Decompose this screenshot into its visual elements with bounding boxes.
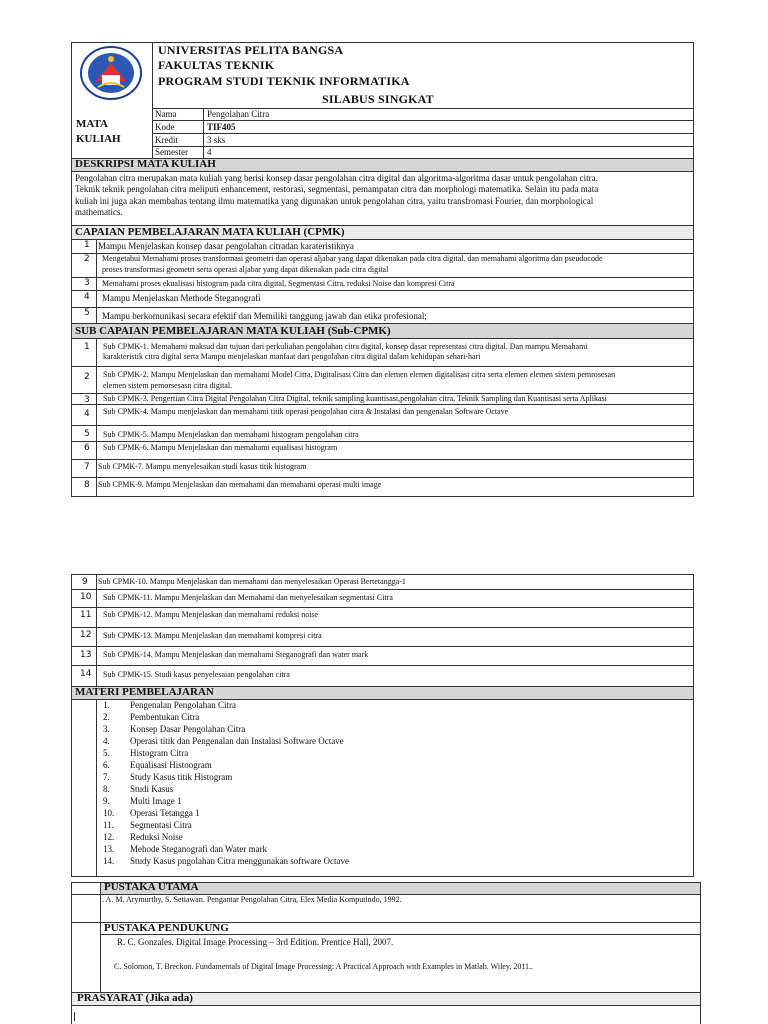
course-key: Kode [155, 122, 175, 132]
materi-number: 12. [103, 832, 115, 842]
materi-text: Segmentasi Citra [130, 820, 192, 830]
sub-cpmk-text: Sub CPMK-11. Mampu Menjelaskan dan Memahami dan menyelesaikan segmentasi Citra [103, 593, 393, 602]
document-title: SILABUS SINGKAT [322, 92, 434, 106]
materi-number: 13. [103, 844, 115, 854]
sub-cpmk-text: Sub CPMK-6. Mampu Menjelaskan dan memahami equalisasi histogram [103, 443, 338, 452]
cpmk-text: Mampu berkomunikasi secara efektif dan Memiliki tanggung jawab dan etika profesional; [102, 311, 427, 321]
course-key: Nama [155, 109, 177, 119]
cpmk-text: Mampu Menjelaskan konsep dasar pengolahan citradan karateristiknya [98, 241, 354, 251]
materi-text: Mehode Steganografi dan Water mark [130, 844, 268, 854]
program-name: PROGRAM STUDI TEKNIK INFORMATIKA [158, 74, 410, 88]
course-value: 3 sks [207, 135, 226, 145]
materi-text: Equalisasi Histoogram [130, 760, 212, 770]
section-heading-description: DESKRIPSI MATA KULIAH [75, 158, 216, 170]
sub-cpmk-text: Sub CPMK-10. Mampu Menjelaskan dan memahami dan menyelesaikan Operasi Bertetangga-1 [98, 577, 406, 586]
sub-cpmk-number: 4 [84, 409, 90, 419]
course-value: TIF405 [207, 122, 236, 132]
sub-cpmk-number: 12 [80, 630, 92, 640]
faculty-name: FAKULTAS TEKNIK [158, 58, 275, 72]
materi-text: Operasi Tetangga 1 [130, 808, 200, 818]
sub-cpmk-number: 5 [84, 429, 90, 439]
university-seal-icon [76, 45, 146, 101]
materi-number: 7. [103, 772, 110, 782]
cpmk-text: proses transformasi geometri serta operasi aljabar yang dapat dikenakan pada citra digital [102, 265, 389, 274]
materi-number: 4. [103, 736, 110, 746]
section-heading-materi: MATERI PEMBELAJARAN [75, 686, 214, 698]
materi-text: Reduksi Noise [130, 832, 183, 842]
text-cursor-mark [74, 1012, 75, 1021]
cpmk-number: 4 [84, 292, 90, 302]
materi-number: 6. [103, 760, 110, 770]
course-label: KULIAH [76, 133, 121, 145]
materi-number: 14. [103, 856, 115, 866]
materi-number: 8. [103, 784, 110, 794]
section-heading-pustaka-pendukung: PUSTAKA PENDUKUNG [104, 922, 229, 934]
cpmk-number: 2 [84, 254, 90, 264]
reference-item: R. C. Gonzales. Digital Image Processing – 3rd Edition. Prentice Hall, 2007. [117, 937, 394, 947]
materi-text: Konsep Dasar Pengolahan Citra [130, 724, 246, 734]
materi-number: 2. [103, 712, 110, 722]
cpmk-text: Mampu Menjelaskan Methode Steganografi [102, 293, 261, 303]
sub-cpmk-text: karakteristik citra digital serta Mampu menjelaskan manfaat dari pengolahan citra digital dalam kehidupan sehari-hari [103, 352, 481, 361]
sub-cpmk-text: Sub CPMK-5. Mampu Menjelaskan dan memahami histogram pengolahan citra [103, 430, 359, 439]
course-key: Kredit [155, 135, 178, 145]
sub-cpmk-number: 13 [80, 650, 92, 660]
section-heading-prasyarat: PRASYARAT (Jika ada) [77, 992, 193, 1004]
sub-cpmk-text: Sub CPMK-3. Pengertian Citra Digital Pengolahan Citra Digital, teknik sampling kuantisasi,pengolahan citra, Teknik Sampling dan Kuantisasi serta Aplikasi [103, 394, 607, 403]
materi-text: Operasi titik dan Pengenalan dan Instalasi Software Octave [130, 736, 344, 746]
materi-text: Study Kasus titik Histogram [130, 772, 233, 782]
sub-cpmk-number: 7 [84, 462, 90, 472]
sub-cpmk-number: 8 [84, 480, 90, 490]
description-line: mathematics. [75, 207, 123, 217]
reference-item: C. Solomon, T. Breckon. Fundamentals of Digital Image Processing: A Practical Approach with Examples in Matlab. Wiley, 2011.. [114, 962, 534, 971]
materi-number: 9. [103, 796, 110, 806]
university-name: UNIVERSITAS PELITA BANGSA [158, 43, 344, 57]
cpmk-text: Mengetahui Memahami proses transformasi geometri dan operasi aljabar yang dapat dikenakan pada citra digital. dan memahami algoritma dan pseudocode [102, 254, 603, 263]
course-value: Pengolahan Citra [207, 109, 270, 119]
sub-cpmk-number: 6 [84, 443, 90, 453]
sub-cpmk-text: Sub CPMK-1. Memahami maksud dan tujuan dari perkuliahan pengolahan citra digital, konsep dasar representasi citra digital. Dan mampu Memahami [103, 342, 588, 351]
sub-cpmk-text: Sub CPMK-9. Mampu Menjelaskan dan memahami dan memahami operasi multi image [98, 480, 382, 489]
description-line: Teknik teknik pengolahan citra meliputi enhancement, restorasi, segmentasi, pemampatan citra dan morphologi matematika. Selain itu pada mata [75, 184, 599, 194]
section-heading-pustaka-utama: PUSTAKA UTAMA [104, 881, 199, 893]
materi-number: 5. [103, 748, 110, 758]
materi-number: 1. [103, 700, 110, 710]
cpmk-number: 1 [84, 240, 90, 250]
sub-cpmk-text: Sub CPMK-13. Mampu Menjelaskan dan memahami kompresi citra [103, 631, 322, 640]
materi-number: 10. [103, 808, 115, 818]
materi-number: 11. [103, 820, 114, 830]
materi-text: Pengenalan Pengolahan Citra [130, 700, 236, 710]
sub-cpmk-text: Sub CPMK-2. Mampu Menjelaskan dan memahami Model Citra, Digitalisasi Citra dan elemen elemen digitalisasi citra serta elemen elemen sistem pemrosesan [103, 370, 616, 379]
course-value: 4 [207, 147, 212, 157]
sub-cpmk-text: Sub CPMK-14. Mampu Menjelaskan dan memahami Steganografi dan water mark [103, 650, 369, 659]
sub-cpmk-text: Sub CPMK-4. Mampu menjelaskan dan memahami titik operasi pengolahan citra & Instalasi dan pengenalan Software Octave [103, 407, 509, 416]
cpmk-number: 3 [84, 278, 90, 288]
section-heading-cpmk: CAPAIAN PEMBELAJARAN MATA KULIAH (CPMK) [75, 226, 345, 238]
sub-cpmk-text: Sub CPMK-12. Mampu Menjelaskan dan memahami reduksi noise [103, 610, 319, 619]
materi-text: Multi Image 1 [130, 796, 182, 806]
materi-text: Studi Kasus [130, 784, 174, 794]
sub-cpmk-number: 1 [84, 342, 90, 352]
materi-text: Pembentukan Citra [130, 712, 200, 722]
materi-number: 3. [103, 724, 110, 734]
course-label: MATA [76, 118, 108, 130]
reference-item: . A. M. Arymurthy, S. Setiawan. Pengantar Pengolahan Citra, Elex Media Komputindo, 1992. [102, 895, 402, 904]
sub-cpmk-number: 3 [84, 395, 90, 405]
sub-cpmk-number: 9 [82, 577, 88, 587]
course-key: Semester [155, 147, 188, 157]
sub-cpmk-text: elemen sistem pemorsesasn citra digital. [103, 381, 233, 390]
materi-text: Histogram Citra [130, 748, 189, 758]
cpmk-text: Memahami proses ekualisasi histogram pada citra digital, Segmentasi Citra, reduksi Noise dan kompresi Citra [102, 279, 455, 288]
sub-cpmk-number: 2 [84, 372, 90, 382]
cpmk-number: 5 [84, 308, 90, 318]
sub-cpmk-number: 11 [80, 610, 92, 620]
sub-cpmk-text: Sub CPMK-15. Studi kasus penyelesaian pengolahan citra [103, 670, 290, 679]
sub-cpmk-text: Sub CPMK-7. Mampu menyelesaikan studi kasus titik histogram [98, 462, 307, 471]
sub-cpmk-number: 10 [80, 592, 92, 602]
sub-cpmk-number: 14 [80, 669, 92, 679]
description-line: kuliah ini juga akan membahas tentang ilmu matematika yang digunakan untuk pengolahan citra, yaitu transfromasi Fourier, dan morphological [75, 196, 594, 206]
description-line: Pengolahan citra merupakan mata kuliah yang berisi konsep dasar pengolahan citra digital dan algoritma-algoritma dasar untuk pengolahan citra. [75, 173, 598, 183]
section-heading-sub-cpmk: SUB CAPAIAN PEMBELAJARAN MATA KULIAH (Sub-CPMK) [75, 325, 391, 337]
materi-text: Study Kasus pngolahan Citra menggunakan software Octave [130, 856, 349, 866]
